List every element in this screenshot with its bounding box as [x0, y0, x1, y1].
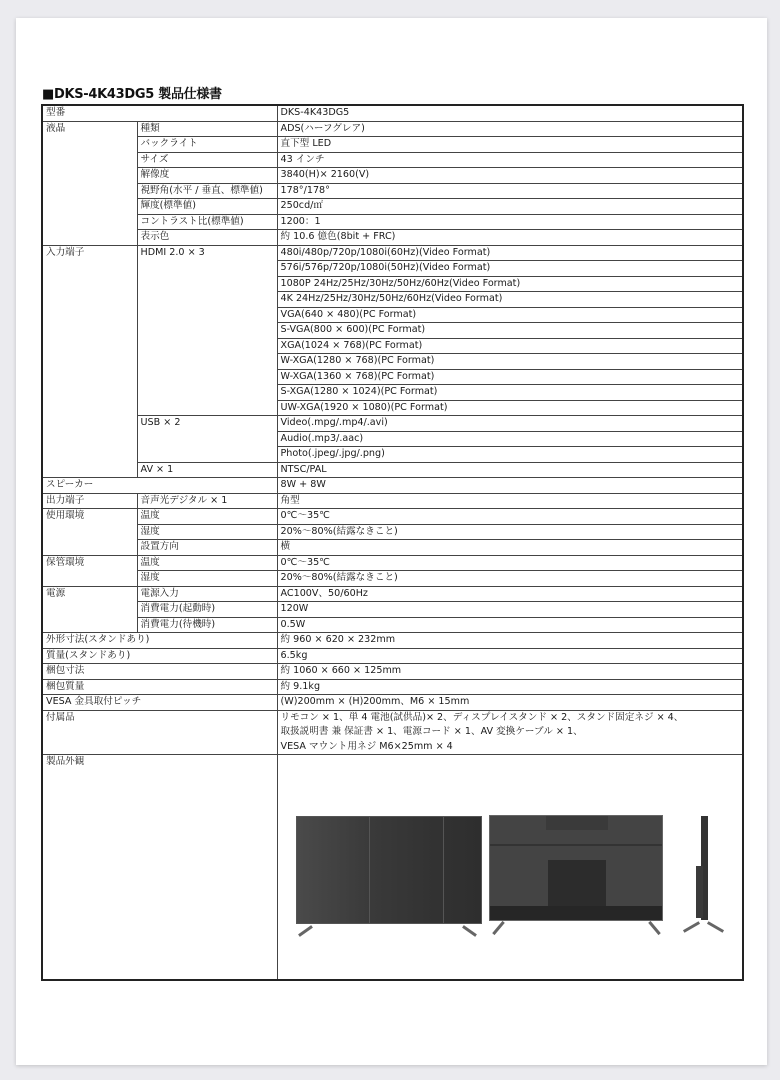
row-value: 250cd/㎡: [277, 199, 743, 215]
document-page: [16, 18, 767, 1065]
table-row: [42, 509, 743, 525]
row-label: バックライト: [137, 137, 277, 153]
row-value: 約 10.6 億色(8bit + FRC): [277, 230, 743, 246]
table-row: [42, 462, 743, 478]
row-value: XGA(1024 × 768)(PC Format): [277, 338, 743, 354]
row-label-av: AV × 1: [137, 462, 277, 478]
table-row: [42, 152, 743, 168]
table-row: [42, 555, 743, 571]
row-label: スピーカー: [42, 478, 277, 494]
row-label: 外形寸法(スタンドあり): [42, 633, 277, 649]
table-row: [42, 602, 743, 618]
row-value: 4K 24Hz/25Hz/30Hz/50Hz/60Hz(Video Format): [277, 292, 743, 308]
row-label: 音声光デジタル × 1: [137, 493, 277, 509]
row-label: 設置方向: [137, 540, 277, 556]
accessories-line: VESA マウント用ネジ M6×25mm × 4: [280, 740, 453, 752]
row-label-usb: USB × 2: [137, 416, 277, 463]
group-label-storage-env: 保管環境: [42, 555, 137, 586]
row-label: コントラスト比(標準値): [137, 214, 277, 230]
row-label: 型番: [42, 105, 277, 121]
table-row: [42, 183, 743, 199]
row-label: 消費電力(起動時): [137, 602, 277, 618]
row-label: 付属品: [42, 710, 277, 755]
table-row-appearance: [42, 755, 743, 981]
row-value: 角型: [277, 493, 743, 509]
table-row-weight: [42, 648, 743, 664]
row-value: 約 960 × 620 × 232mm: [277, 633, 743, 649]
table-row-vesa: [42, 695, 743, 711]
table-row-model: [42, 105, 743, 121]
table-row: [42, 245, 743, 261]
row-value: 約 1060 × 660 × 125mm: [277, 664, 743, 680]
table-row: [42, 214, 743, 230]
row-label: 温度: [137, 555, 277, 571]
row-value: 0℃〜35℃: [277, 555, 743, 571]
row-label: 質量(スタンドあり): [42, 648, 277, 664]
row-value: 直下型 LED: [277, 137, 743, 153]
row-value: 120W: [277, 602, 743, 618]
table-row: [42, 617, 743, 633]
table-row: [42, 416, 743, 432]
row-value: UW-XGA(1920 × 1080)(PC Format): [277, 400, 743, 416]
row-value: 178°/178°: [277, 183, 743, 199]
group-label-lcd: 液晶: [42, 121, 137, 245]
tv-stand-leg: [706, 921, 723, 933]
row-label: 輝度(標準値): [137, 199, 277, 215]
table-row: [42, 571, 743, 587]
row-value: 0℃〜35℃: [277, 509, 743, 525]
row-value: AC100V、50/60Hz: [277, 586, 743, 602]
row-value: 480i/480p/720p/1080i(60Hz)(Video Format): [277, 245, 743, 261]
group-label-output: 出力端子: [42, 493, 137, 509]
table-row: [42, 230, 743, 246]
row-value: 20%〜80%(結露なきこと): [277, 571, 743, 587]
row-label: 湿度: [137, 571, 277, 587]
tv-stand-leg: [492, 921, 505, 935]
row-label: 製品外観: [42, 755, 277, 981]
row-label: 種類: [137, 121, 277, 137]
table-row: [42, 168, 743, 184]
row-value: 約 9.1kg: [277, 679, 743, 695]
row-label: 梱包質量: [42, 679, 277, 695]
row-value: VGA(640 × 480)(PC Format): [277, 307, 743, 323]
row-value: 横: [277, 540, 743, 556]
table-row-speaker: [42, 478, 743, 494]
row-label: 視野角(水平 / 垂直、標準値): [137, 183, 277, 199]
accessories-list: [277, 710, 743, 755]
row-value: 6.5kg: [277, 648, 743, 664]
row-value: W-XGA(1280 × 768)(PC Format): [277, 354, 743, 370]
spec-table: [41, 104, 744, 981]
table-row-dimensions: [42, 633, 743, 649]
row-value: Audio(.mp3/.aac): [277, 431, 743, 447]
appearance-images: [277, 755, 743, 981]
row-label: 温度: [137, 509, 277, 525]
row-label: 表示色: [137, 230, 277, 246]
group-label-operating-env: 使用環境: [42, 509, 137, 556]
document-title: ■DKS-4K43DG5 製品仕様書: [42, 87, 222, 102]
row-value: 3840(H)× 2160(V): [277, 168, 743, 184]
row-label: VESA 金具取付ピッチ: [42, 695, 277, 711]
row-label: 梱包寸法: [42, 664, 277, 680]
tv-rear-view-image: [489, 815, 663, 921]
table-row: [42, 540, 743, 556]
tv-stand-leg: [682, 921, 699, 933]
tv-stand-leg: [462, 925, 477, 937]
row-value: NTSC/PAL: [277, 462, 743, 478]
row-label: 消費電力(待機時): [137, 617, 277, 633]
row-value: 576i/576p/720p/1080i(50Hz)(Video Format): [277, 261, 743, 277]
row-value: W-XGA(1360 × 768)(PC Format): [277, 369, 743, 385]
table-row: [42, 586, 743, 602]
row-value: 1080P 24Hz/25Hz/30Hz/50Hz/60Hz(Video Format): [277, 276, 743, 292]
table-row: [42, 524, 743, 540]
tv-side-view-image: [701, 816, 708, 920]
table-row: [42, 137, 743, 153]
row-label: サイズ: [137, 152, 277, 168]
table-row: [42, 121, 743, 137]
group-label-inputs: 入力端子: [42, 245, 137, 478]
row-label: 解像度: [137, 168, 277, 184]
row-value: S-XGA(1280 × 1024)(PC Format): [277, 385, 743, 401]
row-value: 8W + 8W: [277, 478, 743, 494]
row-value: ADS(ハーフグレア): [277, 121, 743, 137]
row-value: 20%〜80%(結露なきこと): [277, 524, 743, 540]
row-value: 0.5W: [277, 617, 743, 633]
accessories-line: 取扱説明書 兼 保証書 × 1、電源コード × 1、AV 変換ケーブル × 1、: [280, 726, 583, 737]
row-value: DKS-4K43DG5: [277, 105, 743, 121]
row-value: 1200：1: [277, 214, 743, 230]
tv-front-view-image: [296, 816, 482, 924]
tv-stand-leg: [648, 921, 661, 935]
table-row-package-dimensions: [42, 664, 743, 680]
tv-stand-leg: [298, 925, 313, 937]
group-label-power: 電源: [42, 586, 137, 633]
row-label-hdmi: HDMI 2.0 × 3: [137, 245, 277, 416]
row-value: (W)200mm × (H)200mm、M6 × 15mm: [277, 695, 743, 711]
row-value: 43 インチ: [277, 152, 743, 168]
row-value: Photo(.jpeg/.jpg/.png): [277, 447, 743, 463]
row-label: 電源入力: [137, 586, 277, 602]
table-row-package-weight: [42, 679, 743, 695]
table-row: [42, 199, 743, 215]
row-label: 湿度: [137, 524, 277, 540]
row-value: S-VGA(800 × 600)(PC Format): [277, 323, 743, 339]
table-row-output: [42, 493, 743, 509]
accessories-line: リモコン × 1、単 4 電池(試供品)× 2、ディスプレイスタンド × 2、スタンド固定ネジ × 4、: [280, 711, 684, 723]
table-row-accessories: [42, 710, 743, 755]
row-value: Video(.mpg/.mp4/.avi): [277, 416, 743, 432]
